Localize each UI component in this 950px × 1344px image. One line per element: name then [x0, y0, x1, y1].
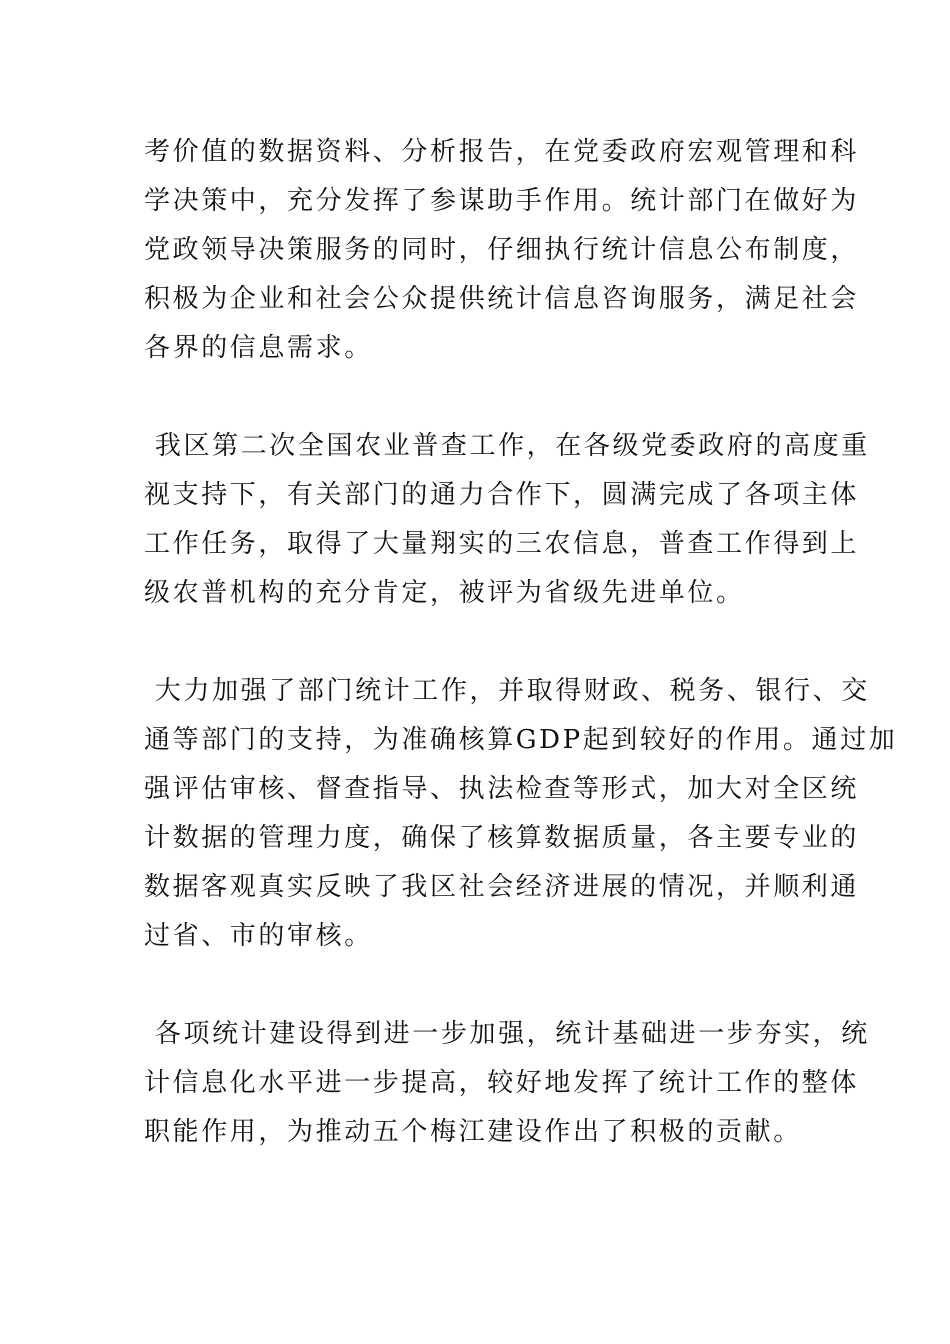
paragraph-2 [144, 422, 870, 618]
text-line: 党政领导决策服务的同时，仔细执行统计信息公布制度， [144, 235, 860, 265]
text-line: 过省、市的审核。 [144, 921, 373, 951]
text-line: 我区第二次全国农业普查工作，在各级党委政府的高度重 [144, 431, 870, 461]
text-line: 考价值的数据资料、分析报告，在党委政府宏观管理和科 [144, 137, 860, 167]
paragraph-3 [144, 667, 898, 961]
text-line: 大力加强了部门统计工作，并取得财政、税务、银行、交 [144, 676, 870, 706]
paragraph-1 [144, 128, 860, 373]
document-body [144, 128, 898, 1157]
text-line: 强评估审核、督查指导、执法检查等形式，加大对全区统 [144, 774, 860, 804]
text-line: 工作任务，取得了大量翔实的三农信息，普查工作得到上 [144, 529, 860, 559]
text-line: 计数据的管理力度，确保了核算数据质量，各主要专业的 [144, 823, 860, 853]
text-line: 视支持下，有关部门的通力合作下，圆满完成了各项主体 [144, 480, 860, 510]
text-line: 职能作用，为推动五个梅江建设作出了积极的贡献。 [144, 1117, 802, 1147]
text-line: 数据客观真实反映了我区社会经济进展的情况，并顺利通 [144, 872, 860, 902]
text-line: 积极为企业和社会公众提供统计信息咨询服务，满足社会 [144, 284, 860, 314]
text-line: 各项统计建设得到进一步加强，统计基础进一步夯实，统 [144, 1019, 870, 1049]
text-line: 计信息化水平进一步提高，较好地发挥了统计工作的整体 [144, 1068, 860, 1098]
text-line: 通等部门的支持，为准确核算GDP起到较好的作用。通过加 [144, 725, 898, 755]
text-line: 学决策中，充分发挥了参谋助手作用。统计部门在做好为 [144, 186, 860, 216]
text-line: 各界的信息需求。 [144, 333, 373, 363]
text-line: 级农普机构的充分肯定，被评为省级先进单位。 [144, 578, 745, 608]
paragraph-4 [144, 1010, 870, 1157]
